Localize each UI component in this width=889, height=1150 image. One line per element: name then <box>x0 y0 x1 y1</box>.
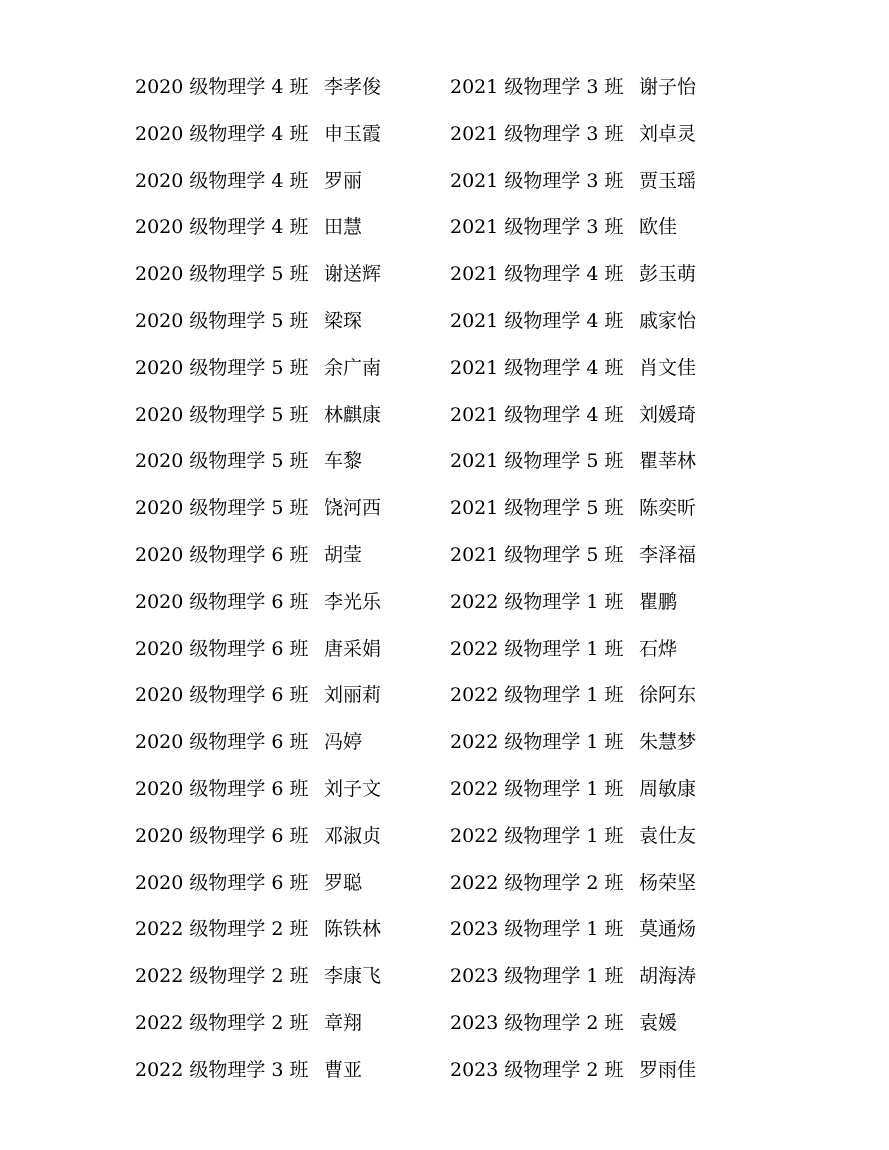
list-row <box>0 1047 889 1094</box>
left-class-label: 2020 级物理学 6 班 <box>135 871 309 894</box>
right-class-label: 2022 级物理学 1 班 <box>450 637 624 660</box>
right-student-name: 贾玉瑶 <box>639 169 697 192</box>
left-student-name: 唐采娟 <box>324 637 382 660</box>
right-student-name: 刘卓灵 <box>639 122 697 145</box>
list-row <box>0 719 889 766</box>
left-class-label: 2020 级物理学 5 班 <box>135 263 309 286</box>
right-student-name: 瞿莘林 <box>639 450 697 473</box>
left-student-name: 车黎 <box>324 450 363 473</box>
left-class-label: 2022 级物理学 2 班 <box>135 1011 309 1034</box>
right-student-name: 谢子怡 <box>639 76 697 98</box>
left-student-name: 梁琛 <box>324 309 363 332</box>
list-row <box>0 158 889 205</box>
left-student-name: 冯婷 <box>324 731 363 754</box>
list-row <box>0 204 889 251</box>
list-row <box>0 438 889 485</box>
list-row <box>0 953 889 1000</box>
right-class-label: 2021 级物理学 3 班 <box>450 216 624 239</box>
right-class-label: 2021 级物理学 4 班 <box>450 403 624 426</box>
left-student-name: 田慧 <box>324 216 363 239</box>
right-class-label: 2022 级物理学 2 班 <box>450 871 624 894</box>
right-student-name: 莫通炀 <box>639 918 697 941</box>
list-row <box>0 906 889 953</box>
right-class-label: 2023 级物理学 2 班 <box>450 1058 624 1081</box>
right-class-label: 2021 级物理学 4 班 <box>450 263 624 286</box>
right-student-name: 周敏康 <box>639 777 697 800</box>
right-class-label: 2022 级物理学 1 班 <box>450 824 624 847</box>
left-student-name: 邓淑贞 <box>324 824 382 847</box>
right-class-label: 2021 级物理学 3 班 <box>450 169 624 192</box>
right-class-label: 2022 级物理学 1 班 <box>450 731 624 754</box>
left-student-name: 李康飞 <box>324 965 382 988</box>
left-student-name: 陈铁林 <box>324 918 382 941</box>
right-class-label: 2023 级物理学 1 班 <box>450 918 624 941</box>
right-class-label: 2021 级物理学 3 班 <box>450 122 624 145</box>
right-student-name: 肖文佳 <box>639 356 697 379</box>
right-student-name: 胡海涛 <box>639 965 697 988</box>
left-class-label: 2022 级物理学 2 班 <box>135 918 309 941</box>
right-class-label: 2022 级物理学 1 班 <box>450 590 624 613</box>
right-class-label: 2021 级物理学 5 班 <box>450 543 624 566</box>
right-student-name: 袁仕友 <box>639 824 697 847</box>
left-class-label: 2020 级物理学 4 班 <box>135 169 309 192</box>
right-class-label: 2022 级物理学 1 班 <box>450 777 624 800</box>
left-class-label: 2020 级物理学 4 班 <box>135 216 309 239</box>
list-row <box>0 392 889 439</box>
right-student-name: 李泽福 <box>639 543 697 566</box>
left-class-label: 2020 级物理学 6 班 <box>135 777 309 800</box>
left-class-label: 2020 级物理学 4 班 <box>135 76 309 98</box>
left-class-label: 2022 级物理学 2 班 <box>135 965 309 988</box>
left-student-name: 刘子文 <box>324 777 382 800</box>
left-student-name: 李孝俊 <box>324 76 382 98</box>
left-class-label: 2022 级物理学 3 班 <box>135 1058 309 1081</box>
left-student-name: 胡莹 <box>324 543 363 566</box>
list-row <box>0 345 889 392</box>
right-class-label: 2023 级物理学 1 班 <box>450 965 624 988</box>
right-student-name: 瞿鹏 <box>639 590 678 613</box>
right-class-label: 2021 级物理学 4 班 <box>450 356 624 379</box>
list-row <box>0 298 889 345</box>
right-class-label: 2023 级物理学 2 班 <box>450 1011 624 1034</box>
left-class-label: 2020 级物理学 5 班 <box>135 309 309 332</box>
left-student-name: 罗聪 <box>324 871 363 894</box>
left-class-label: 2020 级物理学 6 班 <box>135 731 309 754</box>
right-student-name: 彭玉萌 <box>639 263 697 286</box>
list-row <box>0 1000 889 1047</box>
student-list <box>0 64 889 1094</box>
right-class-label: 2021 级物理学 3 班 <box>450 76 624 98</box>
list-row <box>0 485 889 532</box>
list-row <box>0 626 889 673</box>
right-student-name: 戚家怡 <box>639 309 697 332</box>
left-student-name: 曹亚 <box>324 1058 363 1081</box>
list-row <box>0 766 889 813</box>
list-row <box>0 672 889 719</box>
right-student-name: 欧佳 <box>639 216 678 239</box>
list-row <box>0 251 889 298</box>
left-class-label: 2020 级物理学 6 班 <box>135 543 309 566</box>
list-row <box>0 860 889 907</box>
left-class-label: 2020 级物理学 6 班 <box>135 590 309 613</box>
right-class-label: 2021 级物理学 5 班 <box>450 450 624 473</box>
right-student-name: 杨荣坚 <box>639 871 697 894</box>
left-class-label: 2020 级物理学 5 班 <box>135 497 309 520</box>
right-class-label: 2021 级物理学 5 班 <box>450 497 624 520</box>
left-class-label: 2020 级物理学 6 班 <box>135 824 309 847</box>
left-student-name: 刘丽莉 <box>324 684 382 707</box>
right-student-name: 徐阿东 <box>639 684 697 707</box>
right-student-name: 朱慧梦 <box>639 731 697 754</box>
right-student-name: 陈奕昕 <box>639 497 697 520</box>
right-class-label: 2022 级物理学 1 班 <box>450 684 624 707</box>
left-class-label: 2020 级物理学 5 班 <box>135 450 309 473</box>
left-student-name: 章翔 <box>324 1011 363 1034</box>
left-student-name: 罗丽 <box>324 169 363 192</box>
left-class-label: 2020 级物理学 4 班 <box>135 122 309 145</box>
right-student-name: 袁媛 <box>639 1011 678 1034</box>
right-student-name: 石烨 <box>639 637 678 660</box>
left-class-label: 2020 级物理学 5 班 <box>135 356 309 379</box>
list-row <box>0 111 889 158</box>
left-class-label: 2020 级物理学 6 班 <box>135 637 309 660</box>
right-student-name: 刘媛琦 <box>639 403 697 426</box>
left-student-name: 谢送辉 <box>324 263 382 286</box>
left-class-label: 2020 级物理学 6 班 <box>135 684 309 707</box>
right-class-label: 2021 级物理学 4 班 <box>450 309 624 332</box>
left-class-label: 2020 级物理学 5 班 <box>135 403 309 426</box>
list-row <box>0 532 889 579</box>
list-row <box>0 813 889 860</box>
left-student-name: 申玉霞 <box>324 122 382 145</box>
left-student-name: 饶河西 <box>324 497 382 520</box>
list-row <box>0 64 889 111</box>
left-student-name: 余广南 <box>324 356 382 379</box>
left-student-name: 李光乐 <box>324 590 382 613</box>
right-student-name: 罗雨佳 <box>639 1058 697 1081</box>
list-row <box>0 579 889 626</box>
left-student-name: 林麒康 <box>324 403 382 426</box>
